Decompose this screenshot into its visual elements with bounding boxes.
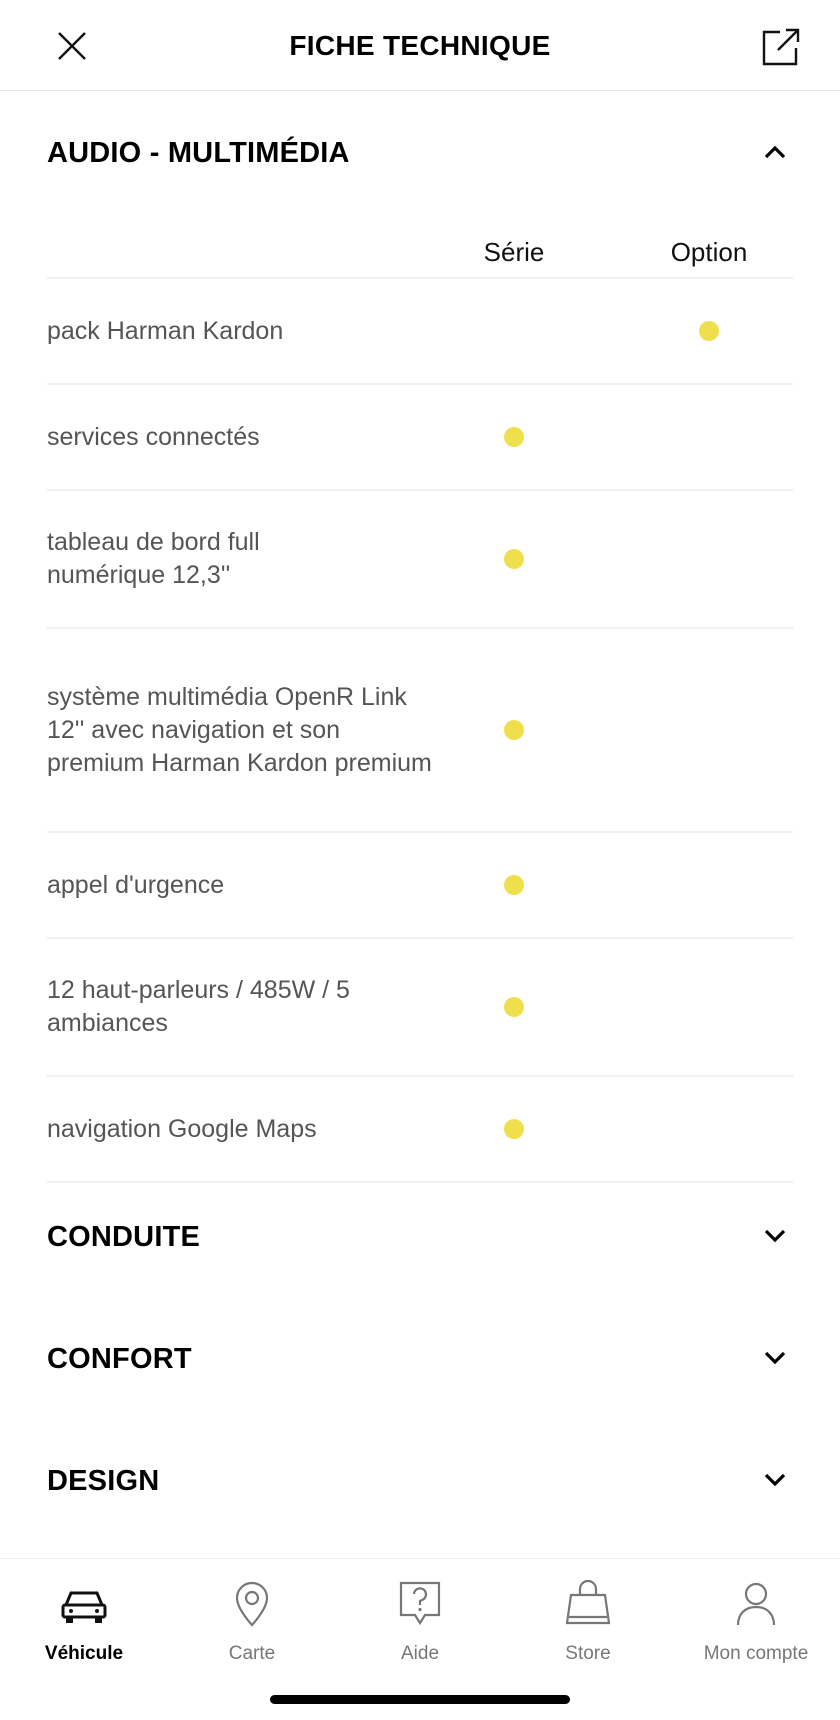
nav-item-vehicule[interactable]	[0, 1577, 168, 1677]
chevron-down-icon	[760, 1343, 790, 1373]
serie-indicator	[504, 427, 524, 447]
user-icon	[735, 1581, 777, 1627]
section-header-design[interactable]	[0, 1427, 840, 1549]
nav-label: Véhicule	[44, 1643, 124, 1664]
column-header-option: Option	[670, 237, 748, 267]
spec-label: services connectés	[47, 422, 260, 451]
serie-indicator	[504, 1119, 524, 1139]
spec-label: pack Harman Kardon	[47, 316, 284, 345]
nav-item-aide[interactable]	[336, 1577, 504, 1677]
option-indicator	[699, 321, 719, 341]
table-column-headers	[47, 213, 793, 279]
home-indicator	[270, 1695, 570, 1704]
nav-label: Store	[565, 1643, 611, 1664]
help-icon	[399, 1581, 441, 1627]
section-title: CONDUITE	[47, 1221, 201, 1253]
section-title: CONFORT	[47, 1343, 192, 1375]
spec-label: navigation Google Maps	[47, 1114, 317, 1143]
chevron-down-icon	[760, 1465, 790, 1495]
serie-indicator	[504, 997, 524, 1017]
nav-label: Mon compte	[703, 1643, 809, 1664]
spec-label: tableau de bord full numérique 12,3''	[47, 528, 260, 589]
top-bar	[0, 0, 840, 91]
serie-indicator	[504, 549, 524, 569]
nav-label: Aide	[400, 1643, 440, 1664]
spec-content	[0, 91, 840, 1549]
chevron-down-icon	[760, 1221, 790, 1251]
section-header-audio[interactable]	[0, 91, 840, 213]
spec-row	[47, 939, 793, 1077]
section-title: DESIGN	[47, 1465, 160, 1497]
spec-row	[47, 833, 793, 939]
section-header-conduite[interactable]	[0, 1183, 840, 1305]
spec-row	[47, 279, 793, 385]
share-button[interactable]	[758, 24, 804, 70]
nav-item-carte[interactable]	[168, 1577, 336, 1677]
car-icon	[60, 1587, 108, 1627]
serie-indicator	[504, 875, 524, 895]
spec-label: 12 haut-parleurs / 485W / 5 ambiances	[47, 976, 350, 1037]
nav-item-store[interactable]	[504, 1577, 672, 1677]
serie-indicator	[504, 720, 524, 740]
spec-row	[47, 491, 793, 629]
nav-label: Carte	[228, 1643, 276, 1664]
spec-row	[47, 1077, 793, 1183]
section-title: AUDIO - MULTIMÉDIA	[47, 137, 350, 169]
shopping-bag-icon	[565, 1579, 611, 1627]
section-header-confort[interactable]	[0, 1305, 840, 1427]
spec-row	[47, 629, 793, 833]
spec-row	[47, 385, 793, 491]
nav-item-mon-compte[interactable]	[672, 1577, 840, 1677]
spec-label: appel d'urgence	[47, 870, 225, 899]
page-title: FICHE TECHNIQUE	[289, 30, 551, 61]
map-pin-icon	[233, 1581, 271, 1627]
spec-label: système multimédia OpenR Link 12'' avec navigation et son premium Harman Kardon premium	[47, 682, 432, 777]
column-header-serie: Série	[483, 237, 545, 267]
share-icon	[760, 26, 802, 68]
chevron-up-icon	[760, 137, 790, 167]
